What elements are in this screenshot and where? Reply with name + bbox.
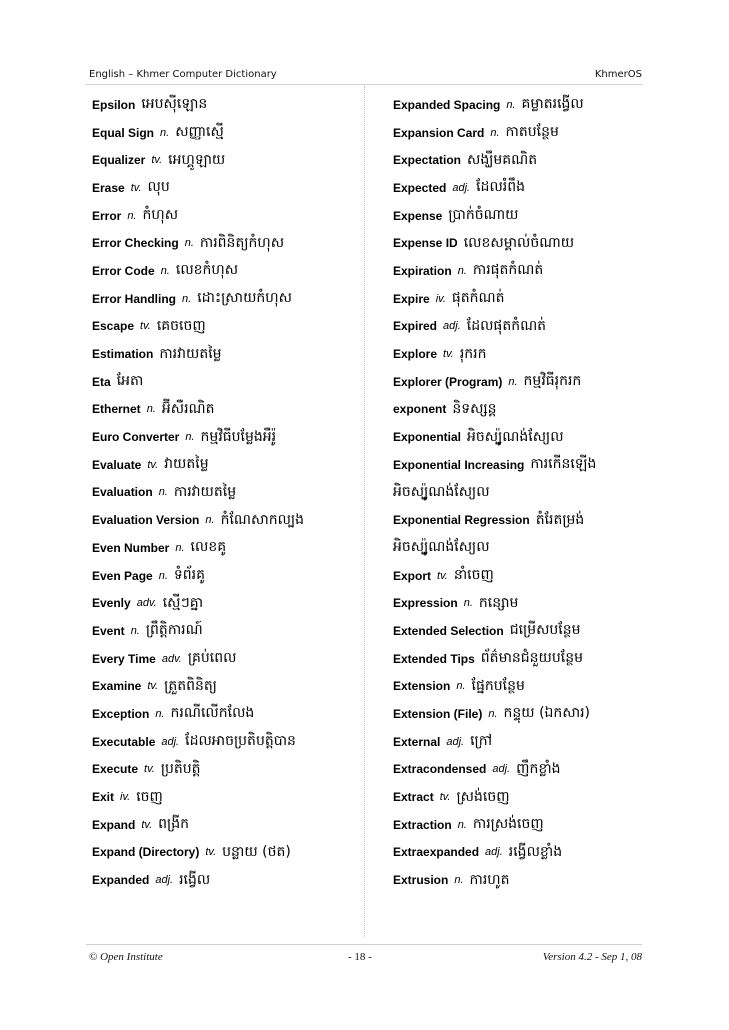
- entry-khmer-translation: ផ្នែកបន្ថែម: [471, 677, 525, 694]
- entry-part-of-speech: adj.: [452, 181, 471, 194]
- dictionary-entry: [92, 257, 362, 285]
- entry-khmer-translation: ដែលអាចប្រតិបត្តិបាន: [185, 733, 296, 750]
- page-header: [86, 66, 642, 85]
- dictionary-entry: [393, 756, 649, 784]
- entry-khmer-translation: ផុតកំណត់: [451, 290, 505, 307]
- dictionary-entry: [92, 866, 362, 894]
- page-footer: [86, 944, 642, 967]
- entry-khmer-translation: អិចស្ប៉ូណង់ស្យែល: [467, 428, 564, 445]
- dictionary-entry: [393, 506, 649, 534]
- dictionary-entry: [393, 672, 649, 700]
- dictionary-entry: [92, 811, 362, 839]
- page-number: - 18 -: [348, 951, 372, 963]
- entry-term: Explore: [393, 347, 438, 362]
- dictionary-entry: [92, 368, 362, 396]
- dictionary-entry: [393, 340, 649, 368]
- entry-khmer-translation: ប្រាក់ចំណាយ: [448, 207, 519, 224]
- entry-part-of-speech: iv.: [435, 292, 446, 305]
- entry-khmer-translation: ដែលរំពឹង: [476, 179, 525, 196]
- entry-part-of-speech: tv.: [140, 320, 151, 333]
- entry-term: Expanded: [92, 873, 150, 888]
- entry-khmer-translation: លេខគូ: [190, 539, 227, 556]
- entry-part-of-speech: adv.: [136, 597, 157, 610]
- dictionary-entry: [393, 700, 649, 728]
- entry-part-of-speech: n.: [488, 707, 498, 720]
- entry-term: Exponential Regression: [393, 513, 530, 528]
- entry-khmer-translation: ទំព័រគូ: [173, 567, 205, 584]
- entry-term: Explorer (Program): [393, 374, 503, 389]
- entry-khmer-translation: កម្មវិធីបម្លែងអឺរ៉ូ: [200, 428, 277, 445]
- entry-part-of-speech: n.: [155, 707, 165, 720]
- entry-khmer-translation: លុប: [147, 179, 170, 196]
- dictionary-entry: [92, 285, 362, 313]
- entry-term: Expense: [393, 208, 443, 223]
- entry-khmer-translation: ដោះស្រាយកំហុស: [197, 290, 292, 307]
- dictionary-entry: [393, 866, 649, 894]
- left-column: [92, 91, 362, 894]
- dictionary-entry: [92, 229, 362, 257]
- entry-part-of-speech: n.: [127, 209, 137, 222]
- entry-part-of-speech: adj.: [161, 735, 180, 748]
- entry-part-of-speech: adj.: [485, 846, 503, 859]
- entry-term: Error Code: [92, 263, 155, 278]
- entry-term: Extended Selection: [393, 623, 504, 638]
- column-divider: [364, 86, 365, 938]
- entry-term: Equalizer: [92, 153, 146, 168]
- entry-term: Exit: [92, 790, 115, 805]
- entry-term: Expiration: [393, 263, 452, 278]
- entry-term: Every Time: [92, 651, 156, 666]
- entry-part-of-speech: tv.: [147, 458, 159, 471]
- entry-khmer-translation: អិចស្ប៉ូណង់ស្យែល: [393, 539, 490, 556]
- dictionary-entry: [393, 617, 649, 645]
- dictionary-entry: [393, 534, 649, 562]
- entry-part-of-speech: n.: [508, 375, 518, 388]
- entry-term: Evaluation: [92, 485, 153, 500]
- dictionary-entry: [393, 645, 649, 673]
- entry-part-of-speech: n.: [130, 624, 140, 637]
- entry-term: Error: [92, 208, 122, 223]
- entry-khmer-translation: សញ្ញាស្មើ: [175, 124, 224, 141]
- entry-khmer-translation: ការកើនឡើង: [530, 456, 597, 473]
- entry-khmer-translation: ក្រៅ: [470, 733, 493, 750]
- dictionary-entry: [393, 202, 649, 230]
- entry-part-of-speech: n.: [457, 818, 467, 831]
- dictionary-entry: [92, 506, 362, 534]
- entry-term: Expand: [92, 817, 136, 832]
- entry-part-of-speech: n.: [160, 264, 170, 277]
- entry-khmer-translation: រង្វើល: [179, 871, 211, 888]
- dictionary-entry: [92, 534, 362, 562]
- entry-term: Expected: [393, 180, 447, 195]
- entry-khmer-translation: ព័ត៌មានជំនួយបន្ថែម: [480, 650, 583, 667]
- entry-part-of-speech: n.: [205, 514, 215, 527]
- dictionary-entry: [92, 562, 362, 590]
- entry-part-of-speech: n.: [456, 680, 466, 693]
- dictionary-entry: [92, 617, 362, 645]
- entry-part-of-speech: n.: [158, 486, 168, 499]
- dictionary-entry: [393, 174, 649, 202]
- entry-khmer-translation: និទស្សន្ត: [452, 400, 497, 417]
- right-column: [393, 91, 649, 894]
- entry-khmer-translation: សង្ឃឹមគណិត: [467, 151, 538, 168]
- entry-khmer-translation: អែតា: [116, 373, 144, 390]
- entry-part-of-speech: tv.: [443, 348, 454, 361]
- entry-khmer-translation: ពង្រីក: [158, 816, 189, 833]
- dictionary-entry: [393, 479, 649, 507]
- entry-part-of-speech: tv.: [144, 763, 155, 776]
- entry-khmer-translation: ញឹកខ្លាំង: [516, 760, 561, 777]
- entry-part-of-speech: adj.: [443, 320, 461, 333]
- dictionary-entry: [393, 589, 649, 617]
- entry-part-of-speech: n.: [506, 98, 516, 111]
- entry-khmer-translation: ជម្រើសបន្ថែម: [509, 622, 581, 639]
- entry-khmer-translation: កាតបន្ថែម: [505, 124, 559, 141]
- entry-khmer-translation: លេខកំហុស: [175, 262, 239, 279]
- entry-khmer-translation: លេខសម្គាល់ចំណាយ: [463, 234, 575, 251]
- entry-term: Error Handling: [92, 291, 177, 306]
- entry-term: Extension: [393, 679, 451, 694]
- entry-khmer-translation: ការវាយតម្លៃ: [159, 345, 222, 362]
- entry-term: Expanded Spacing: [393, 97, 501, 112]
- dictionary-entry: [393, 423, 649, 451]
- entry-term: Export: [393, 568, 432, 583]
- entry-khmer-translation: គេចចេញ: [156, 317, 206, 334]
- entry-part-of-speech: adj.: [155, 874, 174, 887]
- entry-part-of-speech: iv.: [120, 791, 131, 804]
- entry-khmer-translation: ដែលផុតកំណត់: [466, 317, 547, 334]
- entry-part-of-speech: tv.: [151, 154, 163, 167]
- entry-term: Eta: [92, 374, 111, 389]
- dictionary-entry: [393, 257, 649, 285]
- dictionary-entry: [92, 313, 362, 341]
- dictionary-entry: [92, 174, 362, 202]
- entry-term: Exponential Increasing: [393, 457, 525, 472]
- entry-term: Error Checking: [92, 236, 179, 251]
- entry-khmer-translation: ស្មើៗគ្នា: [162, 594, 204, 611]
- entry-term: Euro Converter: [92, 430, 180, 445]
- dictionary-entry: [393, 811, 649, 839]
- entry-part-of-speech: tv.: [130, 181, 142, 194]
- entry-khmer-translation: វាយតម្លៃ: [164, 456, 209, 473]
- entry-khmer-translation: កន្សោម: [478, 594, 519, 611]
- dictionary-entry: [92, 119, 362, 147]
- dictionary-entry: [393, 451, 649, 479]
- dictionary-entry: [92, 396, 362, 424]
- entry-term: Expire: [393, 291, 430, 306]
- entry-term: Erase: [92, 180, 125, 195]
- entry-term: Extrusion: [393, 873, 449, 888]
- entry-term: Extended Tips: [393, 651, 475, 666]
- entry-part-of-speech: n.: [158, 569, 168, 582]
- entry-khmer-translation: ករណីលើកលែង: [170, 705, 255, 722]
- entry-part-of-speech: n.: [175, 541, 185, 554]
- entry-term: Evenly: [92, 596, 131, 611]
- entry-term: External: [393, 734, 441, 749]
- footer-version: Version 4.2 - Sep 1, 08: [542, 951, 642, 963]
- entry-khmer-translation: រង្វើលខ្លាំង: [508, 843, 563, 860]
- entry-term: Examine: [92, 679, 142, 694]
- dictionary-entry: [92, 479, 362, 507]
- entry-part-of-speech: tv.: [205, 846, 217, 859]
- entry-khmer-translation: កំហុស: [142, 207, 179, 224]
- entry-part-of-speech: n.: [146, 403, 156, 416]
- dictionary-entry: [92, 91, 362, 119]
- dictionary-entry: [92, 423, 362, 451]
- entry-term: Ethernet: [92, 402, 141, 417]
- dictionary-entry: [393, 91, 649, 119]
- entry-khmer-translation: កន្ទុយ (ឯកសារ): [503, 705, 590, 722]
- entry-term: Extracondensed: [393, 762, 487, 777]
- entry-term: Equal Sign: [92, 125, 155, 140]
- entry-khmer-translation: អេហ្គូឡាយ: [168, 151, 226, 168]
- entry-term: Expression: [393, 596, 458, 611]
- dictionary-entry: [92, 589, 362, 617]
- entry-part-of-speech: tv.: [437, 569, 448, 582]
- entry-term: Epsilon: [92, 97, 136, 112]
- dictionary-entry: [92, 202, 362, 230]
- entry-khmer-translation: ត្រួតពិនិត្យ: [164, 677, 217, 694]
- header-title: English – Khmer Computer Dictionary: [89, 69, 277, 80]
- entry-term: Exception: [92, 706, 150, 721]
- entry-term: Escape: [92, 319, 135, 334]
- dictionary-entry: [92, 645, 362, 673]
- dictionary-entry: [393, 839, 649, 867]
- entry-term: Expectation: [393, 153, 462, 168]
- dictionary-entry: [393, 728, 649, 756]
- entry-khmer-translation: អិចស្ប៉ូណង់ស្យែល: [393, 483, 490, 500]
- entry-khmer-translation: រុករក: [459, 345, 487, 362]
- entry-term: Expansion Card: [393, 125, 485, 140]
- footer-copyright: © Open Institute: [89, 951, 163, 963]
- entry-khmer-translation: កំណែសាកល្បង: [220, 511, 305, 528]
- dictionary-entry: [393, 229, 649, 257]
- entry-khmer-translation: បន្លាយ (ថត): [222, 843, 291, 860]
- entry-term: exponent: [393, 402, 447, 417]
- dictionary-entry: [393, 285, 649, 313]
- entry-khmer-translation: អ៊ីសឺរណិត: [161, 400, 215, 417]
- dictionary-entry: [393, 562, 649, 590]
- entry-part-of-speech: adj.: [446, 735, 465, 748]
- dictionary-entry: [393, 368, 649, 396]
- dictionary-entry: [92, 146, 362, 174]
- dictionary-entry: [393, 146, 649, 174]
- dictionary-entry: [393, 783, 649, 811]
- entry-khmer-translation: ការវាយតម្លៃ: [173, 483, 237, 500]
- entry-khmer-translation: គម្លាតរង្វើល: [521, 96, 584, 113]
- entry-khmer-translation: ចេញ: [136, 788, 163, 805]
- dictionary-entry: [92, 340, 362, 368]
- entry-part-of-speech: tv.: [147, 680, 159, 693]
- entry-part-of-speech: n.: [463, 597, 473, 610]
- entry-khmer-translation: គ្រប់ពេល: [187, 650, 237, 667]
- entry-khmer-translation: នាំចេញ: [453, 567, 494, 584]
- entry-term: Expand (Directory): [92, 845, 200, 860]
- entry-part-of-speech: n.: [490, 126, 500, 139]
- entry-term: Extraction: [393, 817, 452, 832]
- entry-term: Expense ID: [393, 236, 458, 251]
- entry-term: Extraexpanded: [393, 845, 480, 860]
- entry-part-of-speech: tv.: [141, 818, 153, 831]
- entry-term: Extract: [393, 790, 434, 805]
- dictionary-entry: [393, 396, 649, 424]
- entry-term: Exponential: [393, 430, 462, 445]
- entry-part-of-speech: n.: [182, 292, 192, 305]
- header-font-name: KhmerOS: [594, 69, 642, 80]
- entry-term: Evaluate: [92, 457, 142, 472]
- entry-term: Evaluation Version: [92, 513, 200, 528]
- entry-khmer-translation: អេបស៊ីឡោន: [141, 96, 208, 113]
- entry-khmer-translation: កម្មវិធីរុករក: [523, 373, 582, 390]
- entry-part-of-speech: n.: [457, 264, 467, 277]
- entry-part-of-speech: adj.: [492, 763, 511, 776]
- entry-khmer-translation: តំរែតម្រង់: [535, 511, 585, 528]
- entry-khmer-translation: ការស្រង់ចេញ: [472, 816, 544, 833]
- entry-khmer-translation: ការពិនិត្យកំហុស: [199, 234, 285, 251]
- dictionary-entry: [393, 313, 649, 341]
- dictionary-entry: [92, 672, 362, 700]
- dictionary-entry: [92, 783, 362, 811]
- entry-part-of-speech: adv.: [161, 652, 182, 665]
- entry-term: Extension (File): [393, 706, 483, 721]
- entry-khmer-translation: ប្រតិបត្តិ: [160, 760, 201, 777]
- dictionary-entry: [92, 756, 362, 784]
- dictionary-entry: [92, 700, 362, 728]
- entry-term: Even Number: [92, 540, 170, 555]
- dictionary-entry: [393, 119, 649, 147]
- entry-term: Estimation: [92, 347, 154, 362]
- entry-term: Execute: [92, 762, 139, 777]
- entry-part-of-speech: n.: [185, 431, 195, 444]
- entry-part-of-speech: n.: [160, 126, 170, 139]
- entry-term: Executable: [92, 734, 156, 749]
- dictionary-entry: [92, 839, 362, 867]
- entry-khmer-translation: ព្រឹត្តិការណ៍: [145, 622, 203, 639]
- dictionary-entry: [92, 728, 362, 756]
- entry-part-of-speech: tv.: [439, 791, 451, 804]
- entry-khmer-translation: ស្រង់ចេញ: [456, 788, 510, 805]
- entry-part-of-speech: n.: [184, 237, 194, 250]
- entry-khmer-translation: ការផុតកំណត់: [472, 262, 544, 279]
- dictionary-entry: [92, 451, 362, 479]
- entry-term: Even Page: [92, 568, 153, 583]
- entry-term: Event: [92, 623, 125, 638]
- entry-term: Expired: [393, 319, 438, 334]
- entry-part-of-speech: n.: [454, 874, 464, 887]
- entry-khmer-translation: ការហូត: [469, 871, 510, 888]
